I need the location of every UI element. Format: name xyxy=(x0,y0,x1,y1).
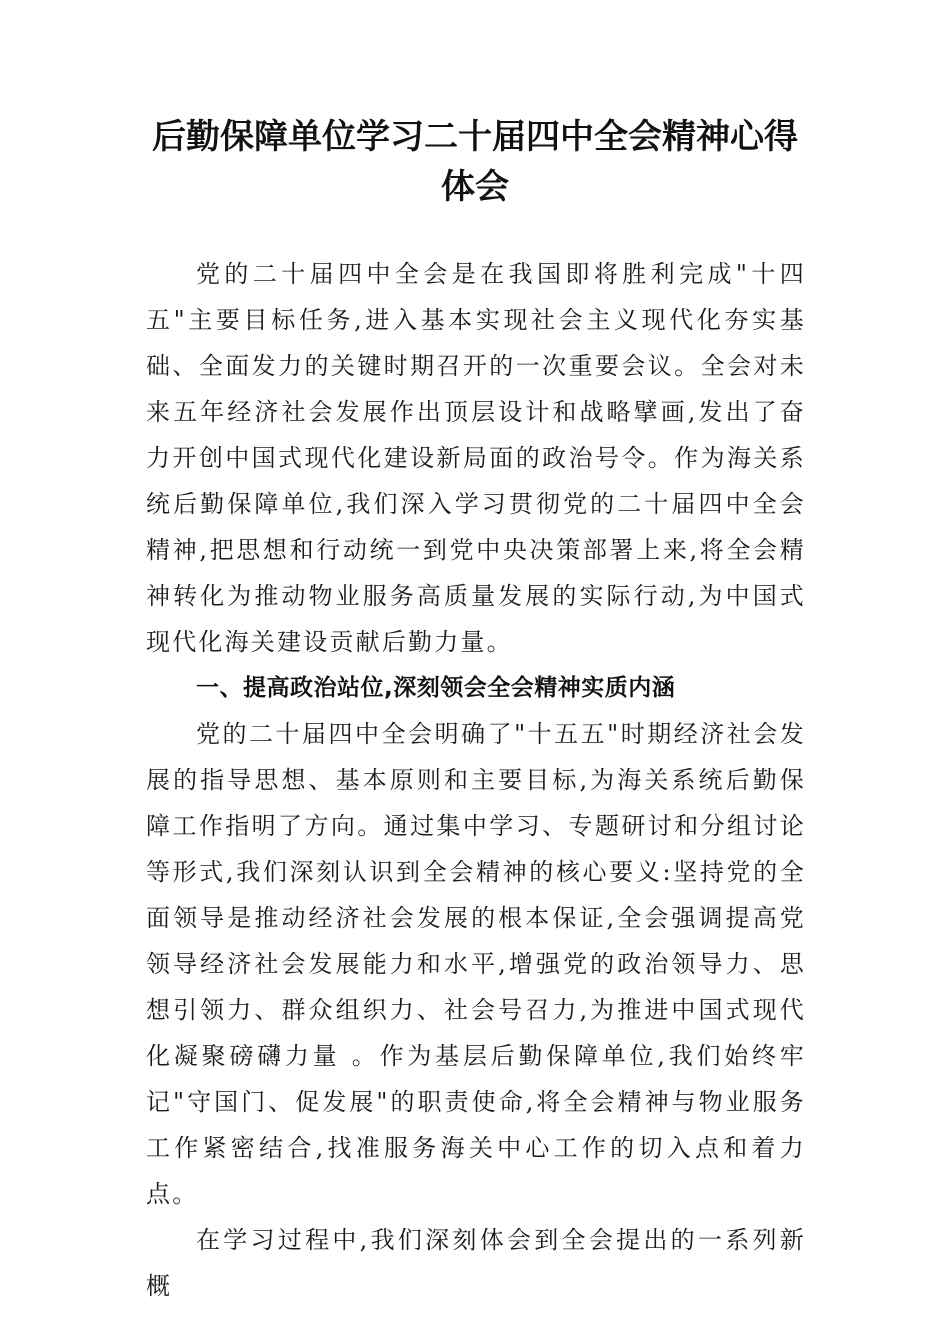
section-heading: 一、提高政治站位,深刻领会全会精神实质内涵 xyxy=(196,675,676,701)
document-title: 后勤保障单位学习二十届四中全会精神心得体会 xyxy=(152,117,798,207)
document-body xyxy=(146,251,806,1309)
body-paragraph: 党的二十届四中全会明确了"十五五"时期经济社会发展的指导思想、基本原则和主要目标,为海关系统后勤保障工作指明了方向。通过集中学习、专题研讨和分组讨论等形式,我们深刻认识到全会精神的核心要义:坚持党的全面领导是推动经济社会发展的根本保证,全会强调提高党领导经济社会发展能力和水平,增强党的政治领导力、思想引领力、群众组织力、社会号召力,为推进中国式现代化凝聚磅礴力量 。作为基层后勤保障单位,我们始终牢记"守国门、促发展"的职责使命,将全会精神与物业服务工作紧密结合,找准服务海关中心工作的切入点和着力点。 xyxy=(146,720,806,1208)
body-paragraph: 党的二十届四中全会是在我国即将胜利完成"十四五"主要目标任务,进入基本实现社会主义现代化夯实基础、全面发力的关键时期召开的一次重要会议。全会对未来五年经济社会发展作出顶层设计和战略擘画,发出了奋力开创中国式现代化建设新局面的政治号令。作为海关系统后勤保障单位,我们深入学习贯彻党的二十届四中全会精神,把思想和行动统一到党中央决策部署上来,将全会精神转化为推动物业服务高质量发展的实际行动,为中国式现代化海关建设贡献后勤力量。 xyxy=(146,260,806,656)
body-paragraph: 在学习过程中,我们深刻体会到全会提出的一系列新概 xyxy=(146,1226,806,1300)
